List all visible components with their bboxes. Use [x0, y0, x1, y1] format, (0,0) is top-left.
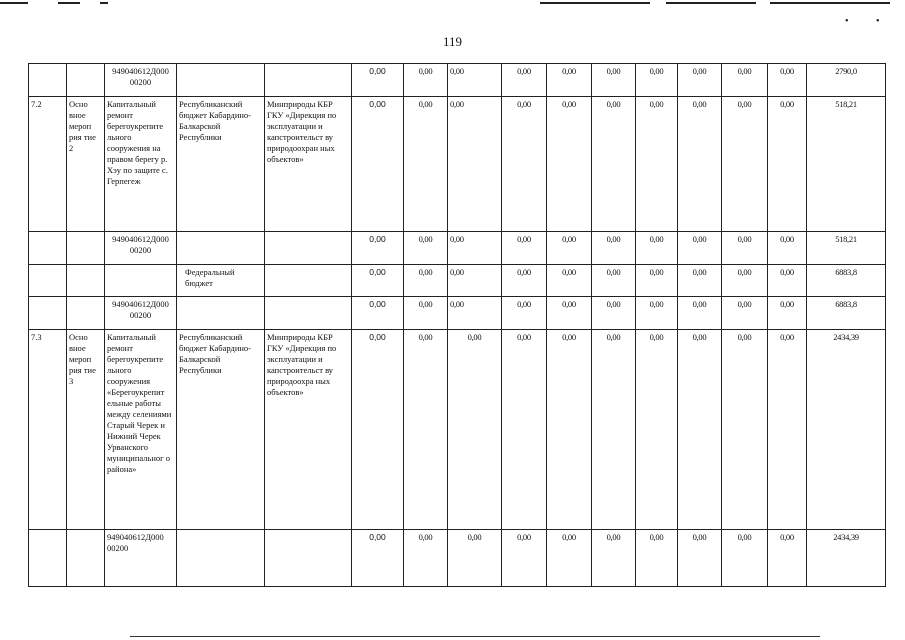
row-value: 0,00 [448, 97, 502, 232]
row-value: 0,00 [547, 97, 592, 232]
row-number [29, 232, 67, 265]
row-name: Капитальный ремонт берегоукрепите льного сооружения на правом берегу р. Хэу по защите с. Герпегеж [105, 97, 177, 232]
row-value: 0,00 [592, 64, 636, 97]
row-kind [67, 297, 105, 330]
row-value: 0,00 [502, 64, 547, 97]
row-value: 0,00 [448, 265, 502, 297]
row-source [177, 232, 265, 265]
row-kind [67, 64, 105, 97]
row-last-value: 6883,8 [807, 265, 886, 297]
row-value: 0,00 [547, 265, 592, 297]
row-value: 0,00 [547, 64, 592, 97]
row-total: 0,00 [352, 265, 404, 297]
row-value: 0,00 [502, 232, 547, 265]
row-executor [265, 265, 352, 297]
table-row [29, 265, 886, 297]
row-value: 0,00 [678, 97, 722, 232]
row-value: 0,00 [678, 530, 722, 587]
row-name: Капитальный ремонт берегоукрепите льного сооружения «Берегоукрепит ельные работы между селениями Старый Черек и Нижний Черек Урванского муниципальног о района» [105, 330, 177, 530]
row-value: 0,00 [592, 232, 636, 265]
row-source: Республиканский бюджет Кабардино- Балкарской Республики [177, 330, 265, 530]
row-kind [67, 530, 105, 587]
row-number: 7.3 [29, 330, 67, 530]
row-value: 0,00 [502, 530, 547, 587]
table-row [29, 64, 886, 97]
row-value: 0,00 [636, 97, 678, 232]
row-value: 0,00 [592, 297, 636, 330]
row-value: 0,00 [404, 265, 448, 297]
row-value: 0,00 [768, 297, 807, 330]
scan-artifact-top [0, 0, 905, 8]
row-total: 0,00 [352, 232, 404, 265]
row-value: 0,00 [768, 232, 807, 265]
row-value: 0,00 [592, 330, 636, 530]
row-value: 0,00 [592, 97, 636, 232]
row-source [177, 530, 265, 587]
row-value: 0,00 [502, 330, 547, 530]
table-row [29, 232, 886, 265]
row-total: 0,00 [352, 530, 404, 587]
row-executor [265, 297, 352, 330]
row-value: 0,00 [502, 265, 547, 297]
row-value: 0,00 [636, 64, 678, 97]
row-value: 0,00 [404, 330, 448, 530]
row-number [29, 530, 67, 587]
table-row [29, 297, 886, 330]
row-value: 0,00 [768, 530, 807, 587]
footer-rule [130, 636, 820, 637]
row-value: 0,00 [722, 330, 768, 530]
row-value: 0,00 [722, 265, 768, 297]
row-value: 0,00 [722, 297, 768, 330]
row-name: 949040612Д000 00200 [105, 64, 177, 97]
row-last-value: 2434,39 [807, 330, 886, 530]
row-value: 0,00 [722, 232, 768, 265]
row-value: 0,00 [448, 297, 502, 330]
row-value: 0,00 [636, 330, 678, 530]
row-value: 0,00 [547, 297, 592, 330]
row-value: 0,00 [768, 64, 807, 97]
row-value: 0,00 [678, 232, 722, 265]
table-row [29, 530, 886, 587]
row-kind [67, 265, 105, 297]
row-total: 0,00 [352, 297, 404, 330]
row-source: Федеральный бюджет [177, 265, 265, 297]
row-value: 0,00 [678, 330, 722, 530]
row-value: 0,00 [636, 297, 678, 330]
row-kind [67, 232, 105, 265]
scan-dot: • [845, 16, 849, 27]
row-total: 0,00 [352, 97, 404, 232]
row-value: 0,00 [768, 97, 807, 232]
row-value: 0,00 [678, 297, 722, 330]
row-name: 949040612Д000 00200 [105, 232, 177, 265]
row-value: 0,00 [404, 97, 448, 232]
page-number: 119 [442, 34, 463, 49]
row-value: 0,00 [547, 530, 592, 587]
row-executor [265, 64, 352, 97]
row-last-value: 518,21 [807, 97, 886, 232]
table-row [29, 97, 886, 232]
row-executor: Минприроды КБР ГКУ «Дирекция по эксплуатации и капстроительст ву природоохран ных объектов» [265, 97, 352, 232]
table-row [29, 330, 886, 530]
row-last-value: 2790,0 [807, 64, 886, 97]
row-value: 0,00 [592, 265, 636, 297]
row-number [29, 64, 67, 97]
row-source [177, 297, 265, 330]
scan-dot: • [876, 16, 880, 27]
row-total: 0,00 [352, 64, 404, 97]
row-value: 0,00 [722, 97, 768, 232]
budget-table [28, 63, 886, 587]
row-number: 7.2 [29, 97, 67, 232]
row-value: 0,00 [547, 232, 592, 265]
row-value: 0,00 [636, 265, 678, 297]
row-total: 0,00 [352, 330, 404, 530]
row-source [177, 64, 265, 97]
row-value: 0,00 [636, 232, 678, 265]
row-name: 949040612Д000 00200 [105, 297, 177, 330]
row-number [29, 265, 67, 297]
row-value: 0,00 [636, 530, 678, 587]
row-number [29, 297, 67, 330]
row-value: 0,00 [404, 297, 448, 330]
row-value: 0,00 [547, 330, 592, 530]
row-name [105, 265, 177, 297]
row-executor [265, 232, 352, 265]
row-value: 0,00 [448, 232, 502, 265]
row-executor: Минприроды КБР ГКУ «Дирекция по эксплуатации и капстроительст ву природоохра ных объектов» [265, 330, 352, 530]
row-value: 0,00 [722, 530, 768, 587]
row-value: 0,00 [592, 530, 636, 587]
row-value: 0,00 [678, 265, 722, 297]
row-name: 949040612Д000 00200 [105, 530, 177, 587]
row-value: 0,00 [768, 330, 807, 530]
row-kind: Осно вное мероп рия тие 2 [67, 97, 105, 232]
row-value: 0,00 [502, 97, 547, 232]
row-value: 0,00 [404, 64, 448, 97]
row-value: 0,00 [404, 530, 448, 587]
row-executor [265, 530, 352, 587]
row-last-value: 6883,8 [807, 297, 886, 330]
row-value: 0,00 [768, 265, 807, 297]
row-value: 0,00 [678, 64, 722, 97]
row-value: 0,00 [448, 330, 502, 530]
row-last-value: 518,21 [807, 232, 886, 265]
row-value: 0,00 [722, 64, 768, 97]
row-source: Республиканский бюджет Кабардино- Балкарской Республики [177, 97, 265, 232]
row-value: 0,00 [448, 64, 502, 97]
row-value: 0,00 [404, 232, 448, 265]
row-last-value: 2434,39 [807, 530, 886, 587]
row-kind: Осно вное мероп рия тие 3 [67, 330, 105, 530]
row-value: 0,00 [448, 530, 502, 587]
row-value: 0,00 [502, 297, 547, 330]
